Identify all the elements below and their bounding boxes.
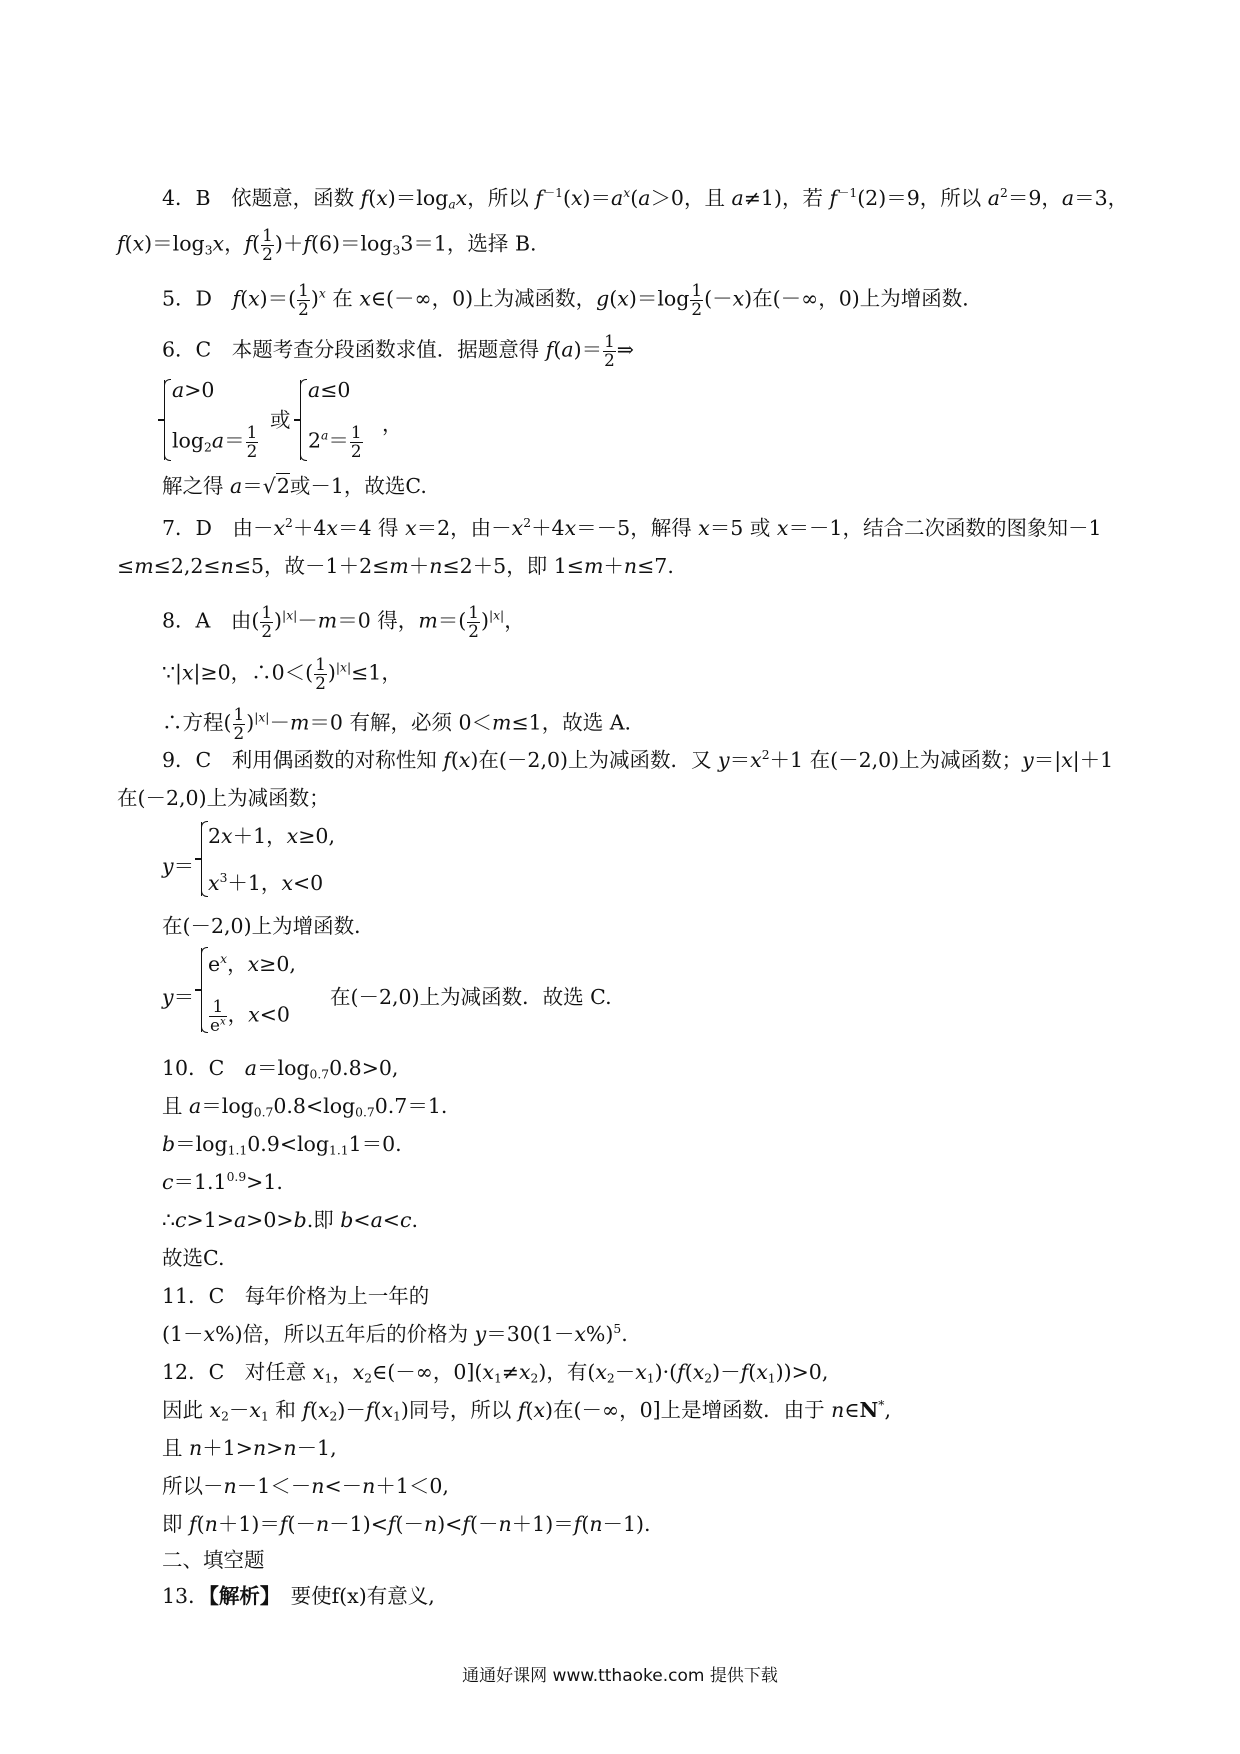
q6-result-tail: 或－1，故选C. xyxy=(289,474,427,498)
q13-tag: 【解析】 xyxy=(208,1584,271,1608)
q6-case2a: a≤0 xyxy=(308,378,351,402)
q8-line3: ∴方程( $\frac{1}{2}$ )$^{|x|}$－m＝0 有解，必须 0＜m≤1，故选 A. xyxy=(162,704,632,743)
q12-line5: 即 f(n＋1)＝f(－n－1)<f(－n)<f(－n＋1)＝f(n－1). xyxy=(162,1512,651,1536)
q6-or: 或 xyxy=(270,408,291,432)
q9-y2: y＝ xyxy=(162,985,195,1009)
q11-line1: 11．C 每年价格为上一年的 xyxy=(162,1284,430,1308)
q12-line1: 12．C 对任意 $x_1$，$x_2\in(-\infty$，$0](x_1\ne x_2)$，有$(x_2-x_1)\cdot(f(x_2)-f(x_1))>0$, xyxy=(162,1360,829,1386)
q9-case1a: 2x＋1，x≥0, xyxy=(208,824,335,848)
q9-line2: 在(－2,0)上为减函数； xyxy=(117,786,330,810)
q8-line1: 8．A 由( $\frac{1}{2}$ )$^{|x|}$－m＝0 得，m＝( $\frac{1}{2}$ )$^{|x|}$， xyxy=(162,602,525,641)
q6-result: 解之得 a＝√2或－1，故选C. xyxy=(162,474,427,498)
q9-line3: 在(－2,0)上为增函数． xyxy=(162,914,375,938)
q7-line1: 7．D 由$-x^2+4x=4$ 得 x＝2，由$-x^2+4x=-5$，解得 x＝5 或 x＝－1，结合二次函数的图象知－1 xyxy=(162,516,1102,540)
q6-brace-1-tick xyxy=(158,419,165,421)
q6-case1b: $\log_2a=$ $\frac{1}{2}$ xyxy=(172,422,258,461)
q12-line3: 且 n＋1>n>n－1, xyxy=(162,1436,337,1460)
q13-text: 要使f(x)有意义, xyxy=(290,1584,435,1608)
q13-number: 13． xyxy=(162,1584,209,1608)
q6-case1a: a>0 xyxy=(172,378,215,402)
q6-brace-2-tick xyxy=(294,419,301,421)
q10-line4: $c=1.1^{0.9}>1$. xyxy=(162,1170,283,1194)
q10-line2: 且 $a=\log_{0.7}0.8<\log_{0.7}0.7=1$. xyxy=(162,1094,448,1120)
q6-comma: ， xyxy=(382,412,403,436)
q6-case2b: $2^a=$ $\frac{1}{2}$ xyxy=(308,422,362,461)
q4-line2: $f(x)=\log_3x$，f( $\frac{1}{2}$ )$+f(6)=\log_33=1$，选择 B. xyxy=(117,225,537,264)
q6-line1: 6．C 本题考查分段函数求值．据题意得 f(a)＝ $\frac{1}{2}$ ⇒ xyxy=(162,331,634,370)
q9-y1: y＝ xyxy=(162,854,195,878)
q11-line2: (1－x%)倍，所以五年后的价格为 $y=30(1-x\%)^5$. xyxy=(162,1322,628,1346)
q7-line2: ≤m≤2,2≤n≤5，故－1＋2≤m＋n≤2＋5，即 1≤m＋n≤7. xyxy=(117,554,674,578)
q10-conclusion: 故选C. xyxy=(162,1246,225,1270)
q8-line2: ∵|x|≥0，∴0＜( $\frac{1}{2}$ )$^{|x|}$≤1， xyxy=(162,654,402,693)
q5-line: 5．D f(x)＝( $\frac{1}{2}$ )$^x$ 在 x∈(－∞，0)上为减函数，g(x)＝log $\frac{1}{2}$ (－x)在(－∞，0)上为增函数． xyxy=(162,280,983,319)
q13-line xyxy=(162,1586,435,1607)
page-footer: 通通好课网 www.tthaoke.com 提供下载 xyxy=(462,1666,778,1686)
q10-line3: $b=\log_{1.1}0.9<\log_{1.1}1=0$. xyxy=(162,1132,402,1158)
q9-line1: 9．C 利用偶函数的对称性知 f(x)在(－2,0)上为减函数．又 $y=x^2+1$ 在(－2,0)上为减函数；y＝|x|＋1 xyxy=(162,748,1114,772)
q9-brace-2-tick xyxy=(195,989,202,991)
q9-case1b: $x^3+1$，x<0 xyxy=(208,871,324,895)
q12-line4: 所以－n－1＜－n<－n＋1＜0, xyxy=(162,1474,449,1498)
q9-conclusion: 在(－2,0)上为减函数．故选 C. xyxy=(330,985,612,1009)
q9-case2b: $\frac{1}{e^x}$ ，x<0 xyxy=(210,996,290,1035)
q12-line2: 因此 $x_2-x_1$ 和 $f(x_2)-f(x_1)$同号，所以 f(x)在(－∞，0]上是增函数．由于 n∈N*, xyxy=(162,1398,891,1424)
section-title-fill-blank: 二、填空题 xyxy=(162,1548,265,1572)
q4-line1: 4．B 依题意，函数 $f(x)=\log_ax$，所以 $f^{-1}(x)=a^x(a>0$，且 a≠1)，若 $f^{-1}(2)=9$，所以 $a^2=9$，a＝3， xyxy=(162,186,1129,212)
q9-case2a: $e^x$，x≥0, xyxy=(208,952,296,976)
q10-line5: ∴c>1>a>0>b.即 b<a<c. xyxy=(162,1208,418,1232)
q9-brace-1-tick xyxy=(195,858,202,860)
q10-line1: 10．C $a=\log_{0.7}0.8>0$, xyxy=(162,1056,399,1082)
